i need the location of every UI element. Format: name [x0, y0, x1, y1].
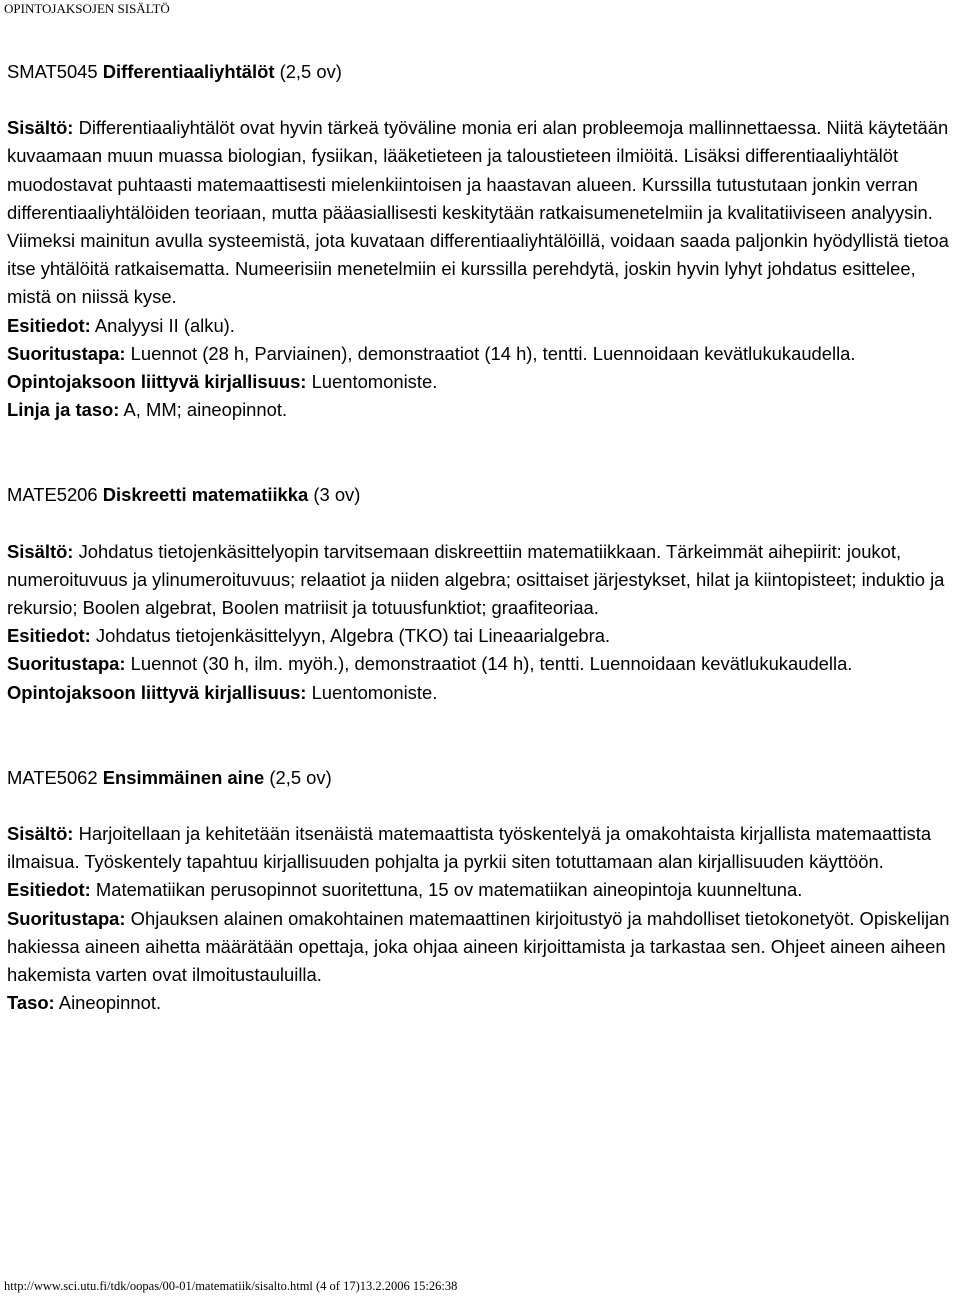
course-list [7, 58, 957, 1017]
course-completion [7, 340, 957, 368]
course-credits: (3 ov) [313, 484, 361, 506]
content-text: Harjoitellaan ja kehitetään itsenäistä matemaattista työskentelyä ja omakohtaista kirjallista matemaattista ilmaisua. Työskentely tapahtuu kirjallisuuden pohjalta ja pyrkii siten totuttamaan alan kirjallisuuden käyttöön. [7, 823, 932, 873]
course-code: MATE5062 [7, 766, 98, 788]
course-level [7, 396, 957, 424]
prerequisites-text: Analyysi II (alku). [94, 314, 235, 336]
course-name: Ensimmäinen aine [102, 766, 265, 788]
course-title [7, 481, 957, 509]
literature-text: Luentomoniste. [311, 681, 438, 703]
footer-url: http://www.sci.utu.fi/tdk/oopas/00-01/matematiik/sisalto.html (4 of 17)13.2.2006 15:26:38 [4, 1279, 458, 1293]
course-completion [7, 650, 957, 678]
course-mate5206 [7, 481, 957, 706]
completion-text: Luennot (28 h, Parviainen), demonstraatiot (14 h), tentti. Luennoidaan kevätlukukaudella. [130, 342, 856, 364]
course-content [7, 820, 957, 876]
completion-label: Suoritustapa: [7, 342, 126, 364]
course-prerequisites [7, 622, 957, 650]
course-credits: (2,5 ov) [269, 766, 332, 788]
course-name: Diskreetti matematiikka [102, 484, 309, 506]
completion-label: Suoritustapa: [7, 907, 126, 929]
prerequisites-label: Esitiedot: [7, 879, 91, 901]
completion-label: Suoritustapa: [7, 653, 126, 675]
content-text: Differentiaaliyhtälöt ovat hyvin tärkeä työväline monia eri alan probleemoja mallinnettaessa. Niitä käytetään kuvaamaan muun muassa biologian, fysiikan, lääketieteen ja taloustieteen ilmiöitä. Lisäksi differentiaaliyhtälöt muodostavat puhtaasti matemaattisesti mielenkiintoisen ja haastavan alueen. Kurssilla tutustutaan jonkin verran differentiaaliyhtälöiden teoriaan, mutta pääasiallisesti keskitytään ratkaisumenetelmiin ja kvalitatiiviseen analyysin. Viimeksi mainitun avulla systeemistä, jota kuvataan differentiaaliyhtälöillä, voidaan saada paljonkin hyödyllistä tietoa itse yhtälöitä ratkaisematta. Numeerisiin menetelmiin ei kurssilla perehdytä, joskin hyvin lyhyt johdatus esittelee, mistä on niissä kyse. [7, 117, 949, 308]
course-title [7, 764, 957, 792]
page-header [0, 0, 960, 20]
content-text: Johdatus tietojenkäsittelyopin tarvitsemaan diskreettiin matematiikkaan. Tärkeimmät aihepiirit: joukot, numeroituvuus ja ylinumeroituvuus; relaatiot ja niiden algebra; osittaiset järjestykset, hilat ja kiintopisteet; induktio ja rekursio; Boolen algebrat, Boolen matriisit ja totuusfunktiot; graafiteoriaa. [7, 540, 945, 619]
course-level [7, 989, 957, 1017]
course-prerequisites [7, 312, 957, 340]
completion-text: Luennot (30 h, ilm. myöh.), demonstraatiot (14 h), tentti. Luennoidaan kevätlukukaudella. [130, 653, 853, 675]
course-credits: (2,5 ov) [279, 61, 342, 82]
course-prerequisites [7, 876, 957, 904]
prerequisites-label: Esitiedot: [7, 314, 91, 336]
course-name: Differentiaaliyhtälöt [102, 61, 275, 82]
literature-label: Opintojaksoon liittyvä kirjallisuus: [7, 371, 307, 393]
prerequisites-text: Matematiikan perusopinnot suoritettuna, 15 ov matematiikan aineopintoja kuunneltuna. [95, 879, 803, 901]
course-literature [7, 368, 957, 396]
course-mate5062 [7, 764, 957, 1018]
completion-text: Ohjauksen alainen omakohtainen matemaattinen kirjoitustyö ja mahdolliset tietokonetyöt. Opiskelijan hakiessa aineen aihetta määrätään opettaja, joka ohjaa aineen kirjoittamista ja tarkastaa sen. Ohjeet aineen aiheen hakemista varten ovat ilmoitustauluilla. [7, 907, 950, 986]
level-label: Linja ja taso: [7, 399, 120, 421]
course-code: SMAT5045 [7, 61, 98, 82]
course-content [7, 538, 957, 623]
prerequisites-text: Johdatus tietojenkäsittelyyn, Algebra (TKO) tai Lineaarialgebra. [95, 625, 611, 647]
course-smat5045 [7, 58, 957, 424]
course-title [7, 58, 957, 86]
course-code: MATE5206 [7, 484, 98, 506]
prerequisites-label: Esitiedot: [7, 625, 91, 647]
literature-label: Opintojaksoon liittyvä kirjallisuus: [7, 681, 307, 703]
page-header-title: OPINTOJAKSOJEN SISÄLTÖ [4, 1, 170, 16]
content-label: Sisältö: [7, 117, 74, 139]
level-label: Taso: [7, 992, 55, 1014]
course-content [7, 114, 957, 311]
course-completion [7, 905, 957, 990]
level-text: Aineopinnot. [58, 992, 162, 1014]
course-literature [7, 679, 957, 707]
literature-text: Luentomoniste. [311, 371, 438, 393]
content-label: Sisältö: [7, 823, 74, 845]
level-text: A, MM; aineopinnot. [123, 399, 288, 421]
content-label: Sisältö: [7, 540, 74, 562]
